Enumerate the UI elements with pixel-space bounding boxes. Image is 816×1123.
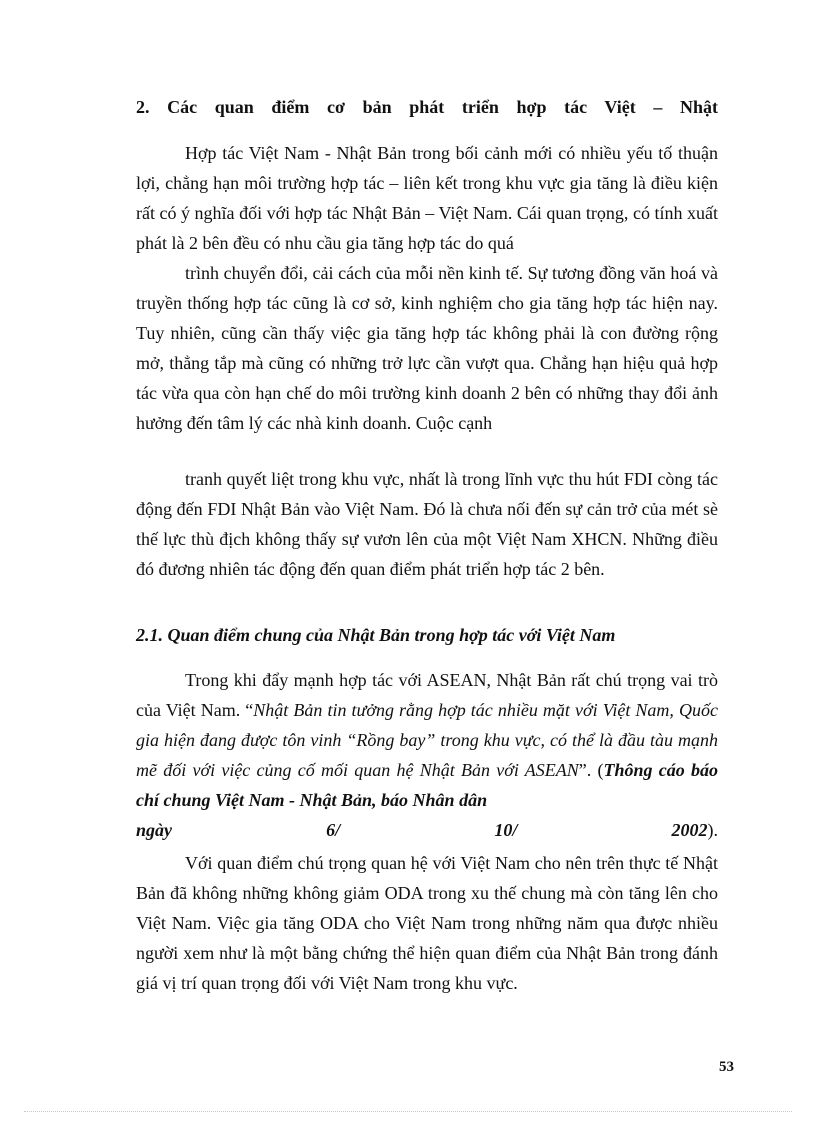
citation-date-label: ngày: [136, 820, 172, 840]
citation-year: 2002: [671, 820, 708, 840]
citation-source: Thông cáo báo chí chung Việt Nam - Nhật Bản, báo Nhân dân: [136, 760, 718, 810]
section-heading: 2. Các quan điểm cơ bản phát triển hợp tác Việt – Nhật: [136, 97, 718, 117]
footer-divider: [24, 1111, 792, 1112]
citation-month: 10/: [494, 820, 518, 840]
page-number: 53: [719, 1059, 734, 1075]
citation-year-group: [672, 815, 719, 845]
paragraph-3: tranh quyết liệt trong khu vực, nhất là trong lĩnh vực thu hút FDI còng tác động đến FDI Nhật Bản vào Việt Nam. Đó là chưa nối đến sự cản trở của mét sè thế lực thù địch không thấy sự vươn lên của một Việt Nam XHCN. Những điều đó đương nhiên tác động đến quan điểm phát triển hợp tác 2 bên.: [136, 469, 718, 579]
citation-day: 6/: [326, 820, 341, 840]
quote-text: Nhật Bản tin tưởng rằng hợp tác nhiều mặt với Việt Nam, Quốc gia hiện đang được tôn vinh “Rồng bay” trong khu vực, có thể là đầu tàu mạnh mẽ đối với việc củng cố mối quan hệ Nhật Bản với ASEAN: [136, 700, 718, 780]
paragraph-2: trình chuyển đổi, cải cách của mỗi nền kinh tế. Sự tương đồng văn hoá và truyền thống hợp tác cũng là cơ sở, kinh nghiệm cho gia tăng hợp tác hiện nay. Tuy nhiên, cũng cần thấy việc gia tăng hợp tác không phải là con đường rộng mở, thẳng tắp mà cũng có những trở lực cần vượt qua. Chẳng hạn hiệu quả hợp tác vừa qua còn hạn chế do môi trường kinh doanh 2 bên có những thay đổi ảnh hưởng đến tâm lý các nhà kinh doanh. Cuộc cạnh: [136, 263, 718, 433]
paragraph-4: [136, 665, 718, 845]
paragraph-4-body: [136, 665, 718, 815]
subsection-heading: 2.1. Quan điểm chung của Nhật Bản trong hợp tác với Việt Nam: [136, 625, 616, 645]
citation-date-line: [136, 815, 718, 845]
quote-close: ”. (: [578, 760, 604, 780]
citation-end: ).: [707, 820, 718, 840]
paragraph-5: Với quan điểm chú trọng quan hệ với Việt Nam cho nên trên thực tế Nhật Bản đã không những không giảm ODA trong xu thế chung mà còn tăng lên cho Việt Nam. Việc gia tăng ODA cho Việt Nam trong những năm qua được nhiều người xem như là một bằng chứng thể hiện quan điểm của Nhật Bản trong đánh giá vị trí quan trọng đối với Việt Nam trong khu vực.: [136, 853, 718, 993]
paragraph-1: Hợp tác Việt Nam - Nhật Bản trong bối cảnh mới có nhiều yếu tố thuận lợi, chẳng hạn môi trường hợp tác – liên kết trong khu vực gia tăng là điều kiện rất có ý nghĩa đối với hợp tác Nhật Bản – Việt Nam. Cái quan trọng, có tính xuất phát là 2 bên đều có nhu cầu gia tăng hợp tác do quá: [136, 143, 718, 253]
quote-intro: Trong khi đẩy mạnh hợp tác với ASEAN, Nhật Bản rất chú trọng vai trò của Việt Nam. “: [136, 670, 718, 720]
